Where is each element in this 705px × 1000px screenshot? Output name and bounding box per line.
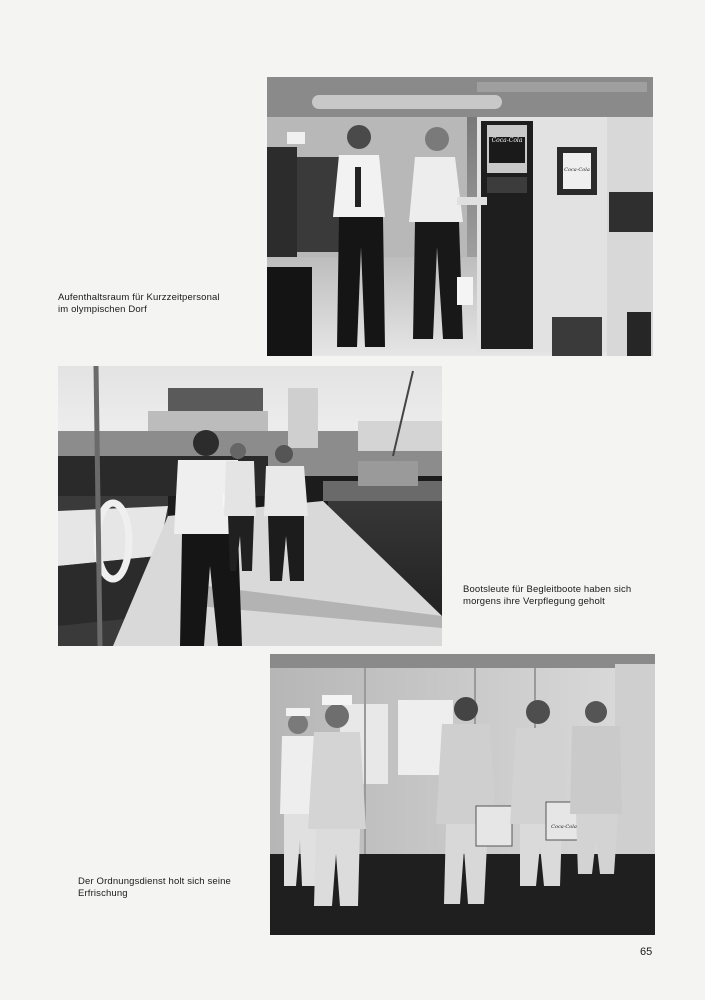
vending-machine-logo-side: Coca-Cola bbox=[564, 167, 590, 173]
staff-room-caption bbox=[58, 292, 258, 315]
harbor-caption bbox=[463, 584, 683, 607]
caption-line: Der Ordnungsdienst holt sich seine bbox=[78, 876, 231, 887]
caption-line: im olympischen Dorf bbox=[58, 303, 147, 315]
caption-line: morgens ihre Verpflegung geholt bbox=[463, 595, 605, 607]
security-staff-photo bbox=[270, 654, 655, 935]
caption-line: Erfrischung bbox=[78, 887, 128, 899]
page-number: 65 bbox=[640, 946, 653, 958]
caption-line: Bootsleute für Begleitboote haben sich bbox=[463, 584, 632, 595]
staff-room-photo bbox=[267, 77, 653, 356]
security-staff-caption bbox=[78, 876, 268, 899]
caption-line: Aufenthaltsraum für Kurzzeitpersonal bbox=[58, 292, 220, 303]
harbor-photo bbox=[58, 366, 442, 646]
vending-machine-logo-top: Coca-Cola bbox=[491, 137, 523, 144]
crate-label: Coca-Cola bbox=[551, 824, 577, 830]
